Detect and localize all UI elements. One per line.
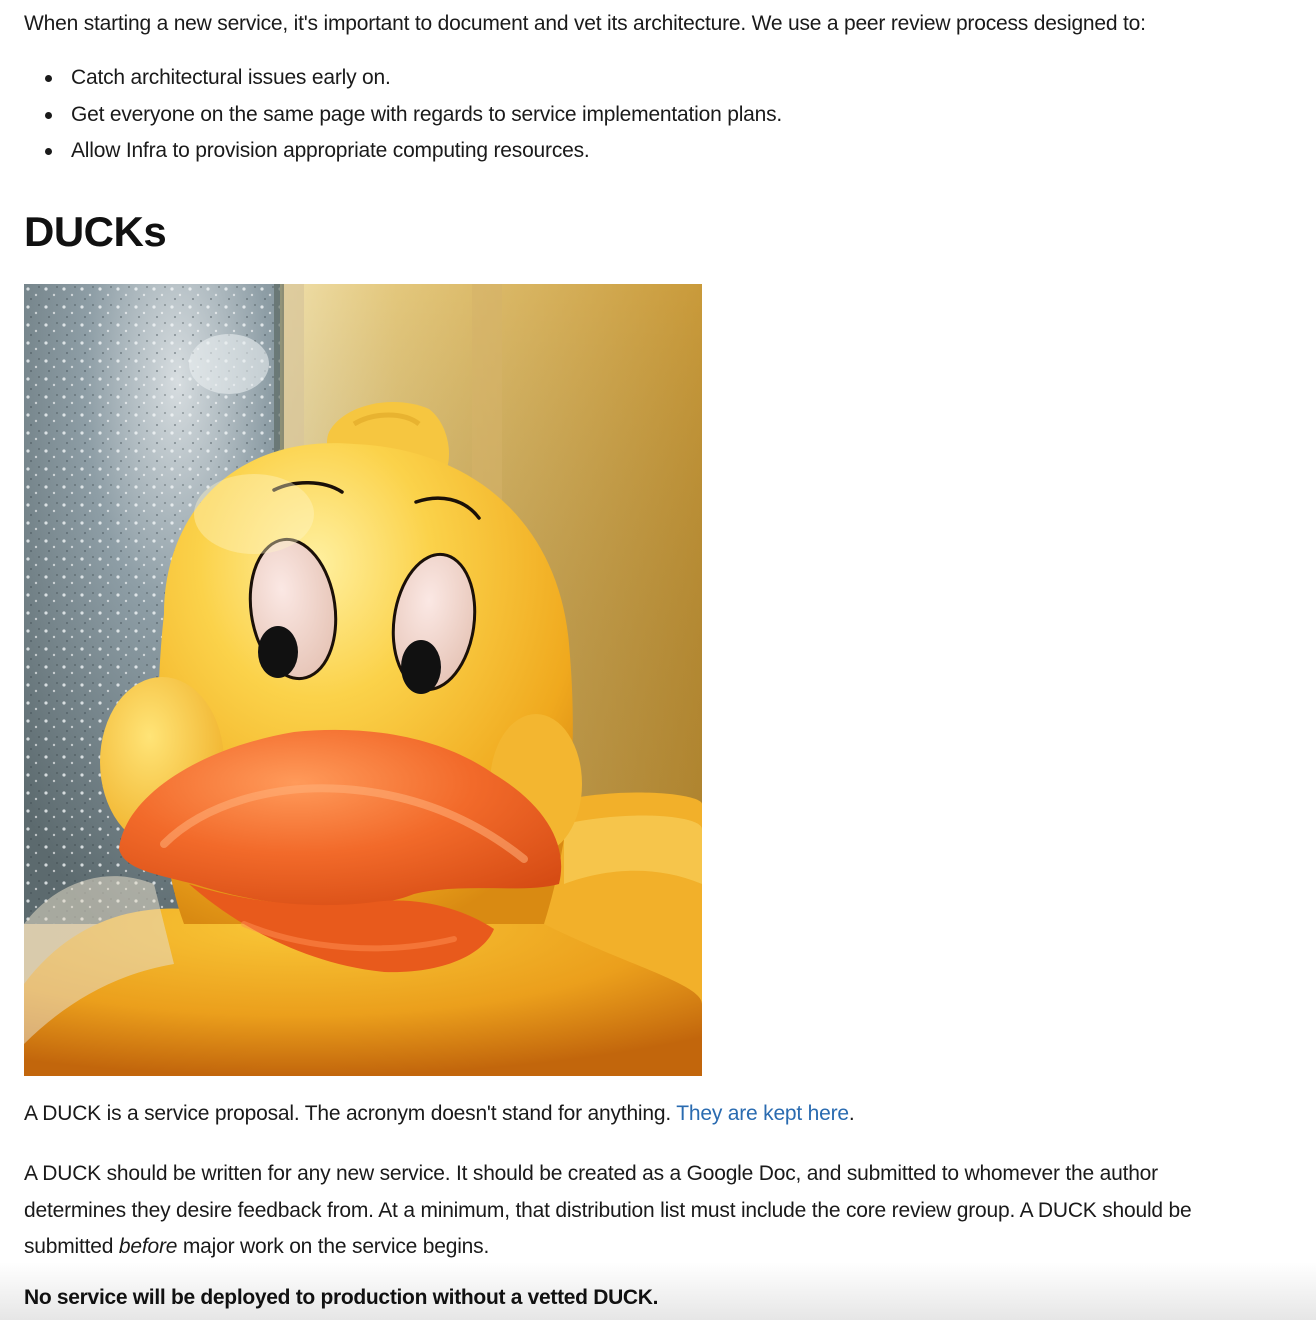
goal-label: Allow Infra to provision appropriate computing resources.	[71, 139, 590, 162]
definition-text: A DUCK is a service proposal. The acronym doesn't stand for anything.	[24, 1102, 677, 1125]
rubber-duck-image	[24, 284, 702, 1076]
intro-paragraph: When starting a new service, it's important to document and vet its architecture. We use a peer review process designed to:	[24, 12, 1146, 35]
duck-process-paragraph	[24, 1156, 1294, 1266]
goal-label: Get everyone on the same page with regards to service implementation plans.	[71, 102, 783, 126]
bullet-icon	[45, 75, 52, 82]
policy-statement: No service will be deployed to production without a vetted DUCK.	[24, 1286, 659, 1309]
goal-item	[24, 137, 782, 174]
process-line-1: A DUCK should be written for any new service. It should be created as a Google Doc, and submitted to whomever the author	[24, 1162, 1158, 1185]
goal-item	[24, 101, 782, 138]
emphasis-before: before	[118, 1235, 178, 1258]
definition-suffix: .	[848, 1102, 855, 1125]
goal-item	[24, 64, 782, 101]
process-line-3-prefix: submitted	[24, 1235, 119, 1258]
goals-list	[24, 64, 782, 174]
duck-definition-paragraph	[24, 1100, 855, 1128]
process-line-3-suffix: major work on the service begins.	[177, 1235, 490, 1258]
process-line-3	[24, 1229, 1294, 1266]
bullet-icon	[45, 148, 52, 155]
process-line-2: determines they desire feedback from. At a minimum, that distribution list must include the core review group. A DUCK should be	[24, 1198, 1192, 1222]
bullet-icon	[45, 112, 52, 119]
duck-repository-link[interactable]: They are kept here	[676, 1102, 849, 1125]
goal-label: Catch architectural issues early on.	[71, 66, 391, 89]
section-heading: DUCKs	[24, 208, 167, 255]
